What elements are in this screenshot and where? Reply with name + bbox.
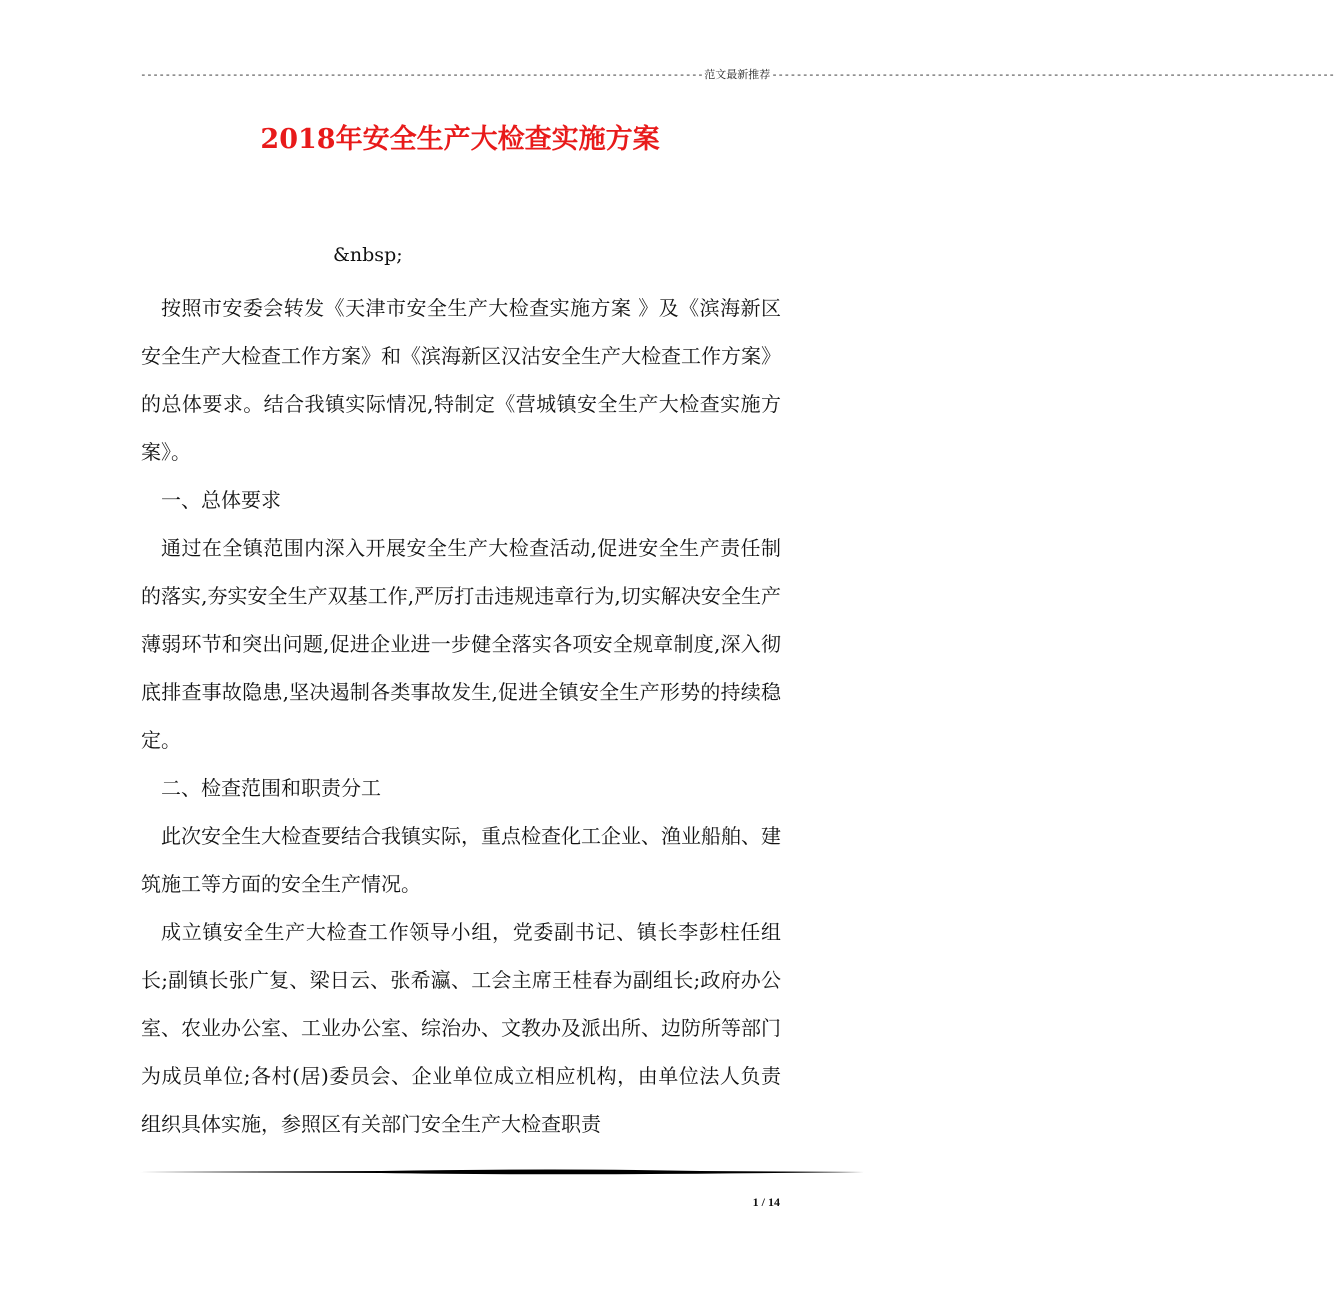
heading-scope-and-duties: 二、检查范围和职责分工 xyxy=(161,776,381,800)
nbsp-text: &nbsp; xyxy=(333,244,403,266)
page-header xyxy=(140,68,1335,82)
paragraph-general-requirements: 通过在全镇范围内深入开展安全生产大检查活动,促进安全生产责任制的落实,夯实安全生产双基工作,严厉打击违规违章行为,切实解决安全生产薄弱环节和突出问题,促进企业进一步健全落实各项安全规章制度,深入彻底排查事故隐患,坚决遏制各类事故发生,促进全镇安全生产形势的持续稳定。 xyxy=(141,536,781,752)
header-dashes-right: -------------------------------------------------------------------------------------------- xyxy=(771,68,1335,81)
page-number: 1 / 14 xyxy=(752,1195,780,1209)
heading-general-requirements: 一、总体要求 xyxy=(161,488,281,512)
header-dashes-left: -------------------------------------------------------------------------------------------- xyxy=(140,68,704,81)
paragraph-scope: 此次安全生大检查要结合我镇实际，重点检查化工企业、渔业船舶、建筑施工等方面的安全生产情况。 xyxy=(141,824,781,896)
footer-rule xyxy=(140,1168,864,1176)
document-body xyxy=(141,284,781,1148)
paragraph-intro: 按照市安委会转发《天津市安全生产大检查实施方案 》及《滨海新区安全生产大检查工作方案》和《滨海新区汉沽安全生产大检查工作方案》的总体要求。结合我镇实际情况,特制定《营城镇安全生产大检查实施方案》。 xyxy=(141,296,781,464)
header-label: 范文最新推荐 xyxy=(704,68,771,81)
paragraph-leadership-group: 成立镇安全生产大检查工作领导小组，党委副书记、镇长李彭柱任组长;副镇长张广复、梁日云、张希瀛、工会主席王桂春为副组长;政府办公室、农业办公室、工业办公室、综治办、文教办及派出所、边防所等部门为成员单位;各村(居)委员会、企业单位成立相应机构，由单位法人负责组织具体实施，参照区有关部门安全生产大检查职责 xyxy=(141,920,781,1136)
document-title: 2018年安全生产大检查实施方案 xyxy=(260,124,660,155)
